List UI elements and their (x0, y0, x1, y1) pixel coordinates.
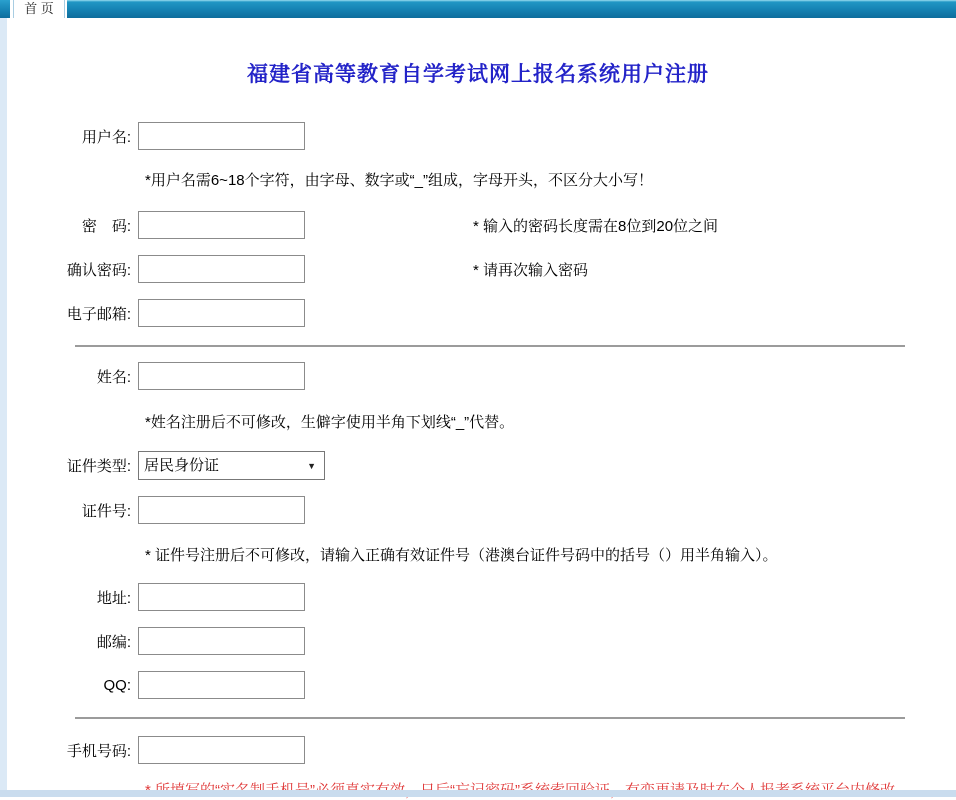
corner-block (0, 0, 10, 18)
left-edge-strip (0, 18, 7, 797)
mobile-label: 手机号码: (66, 742, 131, 760)
chevron-down-icon: ▼ (307, 460, 316, 471)
username-input[interactable] (138, 122, 305, 150)
form-row-confirm-password (0, 255, 956, 283)
id-number-input[interactable] (138, 496, 305, 524)
tab-home[interactable] (13, 0, 65, 18)
form-row-mobile (0, 736, 956, 764)
bottom-edge-strip (0, 790, 956, 797)
email-label: 电子邮箱: (66, 305, 131, 323)
name-hint: *姓名注册后不可修改，生僻字使用半角下划线“_”代替。 (145, 414, 515, 431)
top-bar (0, 0, 956, 18)
form-row-password (0, 211, 956, 239)
confirm-password-input[interactable] (138, 255, 305, 283)
username-hint: *用户名需6~18个字符，由字母、数字或“_”组成，字母开头，不区分大小写！ (145, 172, 653, 189)
email-input[interactable] (138, 299, 305, 327)
password-input[interactable] (138, 211, 305, 239)
address-input[interactable] (138, 583, 305, 611)
id-type-label: 证件类型: (66, 458, 131, 475)
username-label: 用户名: (81, 128, 131, 146)
form-row-address (0, 583, 956, 611)
confirm-password-side-hint: * 请再次输入密码 (473, 261, 589, 279)
id-number-hint: * 证件号注册后不可修改，请输入正确有效证件号（港澳台证件号码中的括号（）用半角输入）。 (145, 547, 778, 564)
id-number-label: 证件号: (81, 502, 131, 520)
password-side-hint: * 输入的密码长度需在8位到20位之间 (473, 217, 719, 235)
zipcode-label: 邮编: (96, 633, 131, 651)
top-bar-fill (67, 0, 956, 18)
qq-label: QQ: (103, 676, 131, 694)
qq-input[interactable] (138, 671, 305, 699)
form-row-id-number (0, 496, 956, 524)
section-divider-1 (75, 345, 905, 347)
page-title: 福建省高等教育自学考试网上报名系统用户注册 (247, 62, 709, 86)
registration-form-page (0, 58, 956, 800)
id-type-select[interactable] (138, 451, 325, 480)
tab-home-label: 首 页 (24, 1, 54, 16)
zipcode-input[interactable] (138, 627, 305, 655)
form-row-id-type (0, 451, 956, 480)
form-row-username (0, 122, 956, 150)
form-row-zipcode (0, 627, 956, 655)
form-row-qq (0, 671, 956, 699)
section-divider-2 (75, 717, 905, 719)
password-label: 密 码: (81, 217, 131, 235)
form-row-email (0, 299, 956, 327)
form-row-name (0, 362, 956, 390)
confirm-password-label: 确认密码: (66, 261, 131, 279)
name-input[interactable] (138, 362, 305, 390)
address-label: 地址: (96, 589, 131, 607)
name-label: 姓名: (96, 368, 131, 386)
id-type-select-wrap (138, 451, 325, 480)
registration-form (0, 122, 956, 800)
mobile-input[interactable] (138, 736, 305, 764)
